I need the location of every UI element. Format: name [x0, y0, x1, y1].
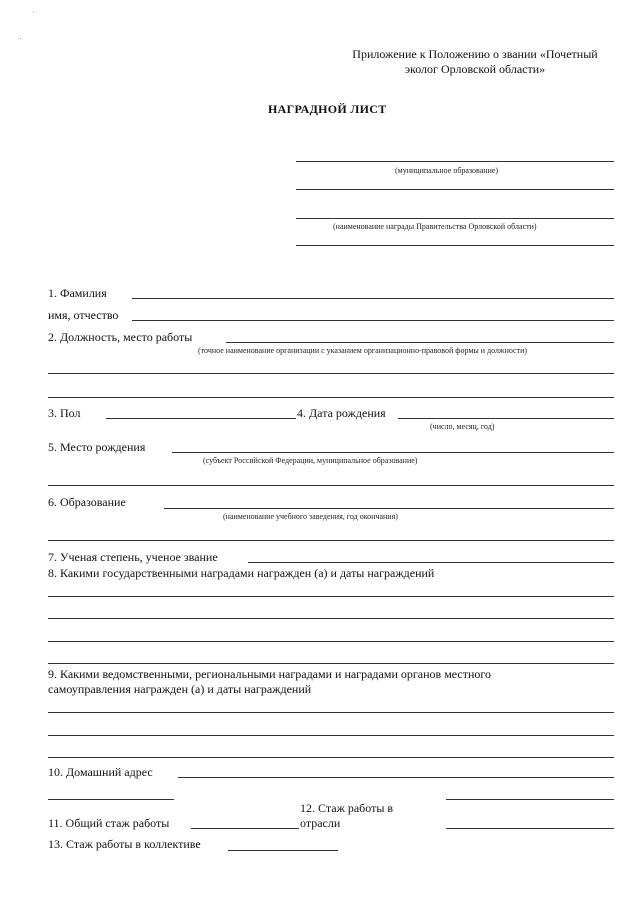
- organization-caption: (точное наименование организации с указанием организационно-правовой формы и должности): [198, 346, 528, 355]
- dept-awards-line-1[interactable]: [48, 712, 614, 713]
- position-label: 2. Должность, место работы: [48, 330, 193, 344]
- education-label: 6. Образование: [48, 495, 126, 509]
- municipality-line-2[interactable]: [296, 189, 614, 190]
- industry-experience-label-2: отрасли: [300, 816, 341, 830]
- state-awards-line-2[interactable]: [48, 618, 614, 619]
- team-experience-label: 13. Стаж работы в коллективе: [48, 837, 201, 851]
- dept-awards-label-1: 9. Какими ведомственными, региональными наградами и наградами органов местного: [48, 667, 492, 681]
- home-address-label: 10. Домашний адрес: [48, 765, 153, 779]
- appendix-header-line-2: эколог Орловской области»: [404, 62, 546, 76]
- education-caption: (наименование учебного заведения, год окончания): [223, 512, 398, 521]
- state-awards-line-4[interactable]: [48, 663, 614, 664]
- birth-place-label: 5. Место рождения: [48, 440, 146, 454]
- municipality-caption: (муниципальное образование): [395, 166, 499, 175]
- home-address-line[interactable]: [178, 777, 614, 778]
- name-patronymic-label: имя, отчество: [48, 308, 119, 322]
- scan-speck: [20, 38, 21, 39]
- education-line-2[interactable]: [48, 540, 614, 541]
- degree-label: 7. Ученая степень, ученое звание: [48, 550, 218, 564]
- total-experience-line[interactable]: [191, 828, 299, 829]
- document-title: НАГРАДНОЙ ЛИСТ: [268, 102, 387, 116]
- home-address-line-2a[interactable]: [48, 799, 174, 800]
- birth-place-line[interactable]: [172, 452, 614, 453]
- award-name-line-2[interactable]: [296, 245, 614, 246]
- birth-date-caption: (число, месяц, год): [430, 422, 495, 431]
- award-name-caption: (наименование награды Правительства Орловской области): [333, 222, 537, 231]
- sex-label: 3. Пол: [48, 406, 81, 420]
- sex-line[interactable]: [106, 418, 296, 419]
- position-line[interactable]: [226, 342, 614, 343]
- surname-label: 1. Фамилия: [48, 286, 107, 300]
- position-line-3[interactable]: [48, 397, 614, 398]
- birth-place-caption: (субъект Российской Федерации, муниципальное образование): [203, 456, 418, 465]
- state-awards-line-3[interactable]: [48, 641, 614, 642]
- municipality-line[interactable]: [296, 161, 614, 162]
- appendix-header-line-1: Приложение к Положению о звании «Почетный: [352, 47, 598, 61]
- dept-awards-line-3[interactable]: [48, 757, 614, 758]
- birth-date-label: 4. Дата рождения: [297, 406, 386, 420]
- birth-date-line[interactable]: [398, 418, 614, 419]
- name-patronymic-line[interactable]: [132, 320, 614, 321]
- surname-line[interactable]: [132, 298, 614, 299]
- state-awards-line-1[interactable]: [48, 596, 614, 597]
- birth-place-line-2[interactable]: [48, 485, 614, 486]
- dept-awards-label-2: самоуправления награжден (а) и даты награждений: [48, 682, 312, 696]
- state-awards-label: 8. Какими государственными наградами награжден (а) и даты награждений: [48, 566, 435, 580]
- scan-speck: [33, 12, 34, 13]
- position-line-2[interactable]: [48, 373, 614, 374]
- home-address-line-2b[interactable]: [446, 799, 614, 800]
- dept-awards-line-2[interactable]: [48, 735, 614, 736]
- total-experience-label: 11. Общий стаж работы: [48, 816, 170, 830]
- team-experience-line[interactable]: [228, 850, 338, 851]
- education-line[interactable]: [164, 508, 614, 509]
- degree-line[interactable]: [248, 562, 614, 563]
- industry-experience-line[interactable]: [446, 828, 614, 829]
- industry-experience-label-1: 12. Стаж работы в: [300, 801, 394, 815]
- award-name-line[interactable]: [296, 218, 614, 219]
